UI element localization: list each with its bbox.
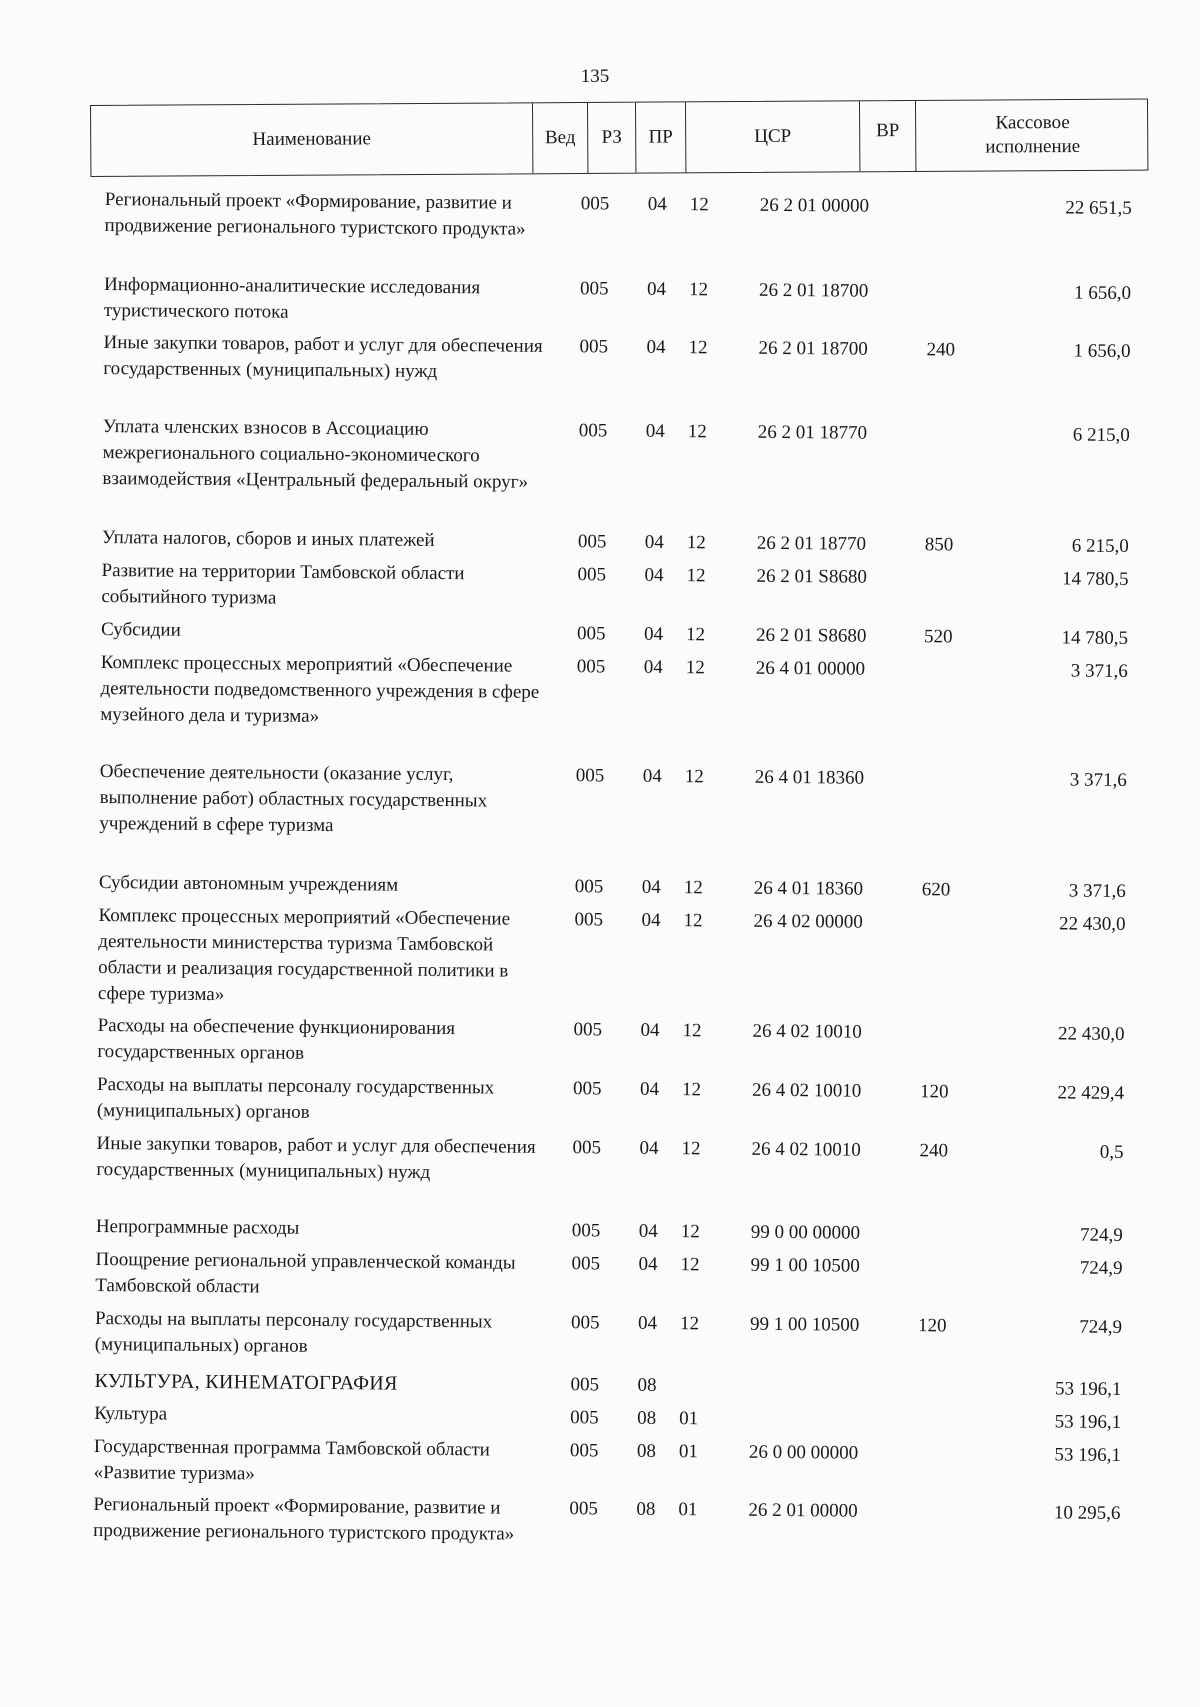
page-number: 135 <box>560 66 630 88</box>
table-row <box>0 329 1199 339</box>
row-csr: 26 2 01 18770 <box>758 420 918 447</box>
table-row <box>0 1130 1192 1140</box>
row-csr: 26 2 01 S8680 <box>756 623 916 650</box>
row-pr: 12 <box>682 1077 712 1103</box>
table-row <box>0 413 1198 423</box>
row-rz: 04 <box>638 1252 666 1278</box>
row-csr <box>749 1407 909 1408</box>
table-row <box>0 1012 1193 1022</box>
row-name: Уплата налогов, сборов и иных платежей <box>102 525 542 555</box>
row-name: Развитие на территории Тамбовской области событийного туризма <box>101 558 541 614</box>
row-ved: 005 <box>572 1135 618 1161</box>
row-sum: 53 196,1 <box>989 1409 1121 1436</box>
row-sum: 724,9 <box>990 1255 1122 1282</box>
row-ved: 005 <box>569 1496 615 1522</box>
row-csr: 26 4 02 00000 <box>753 909 913 936</box>
row-rz: 04 <box>642 875 670 901</box>
row-ved: 005 <box>579 418 625 444</box>
row-csr <box>750 1374 910 1375</box>
row-rz: 04 <box>643 764 671 790</box>
row-name: Расходы на выплаты персоналу государственных (муниципальных) органов <box>97 1072 537 1128</box>
row-ved: 005 <box>572 1218 618 1244</box>
row-pr: 12 <box>686 622 716 648</box>
table-row <box>0 758 1195 768</box>
row-ved: 005 <box>580 276 626 302</box>
row-ved: 005 <box>577 621 623 647</box>
row-rz: 08 <box>637 1373 665 1399</box>
row-pr: 12 <box>690 192 720 218</box>
row-rz: 04 <box>647 277 675 303</box>
row-rz: 08 <box>637 1439 665 1465</box>
header-pr: ПР <box>635 102 685 172</box>
row-ved: 005 <box>578 529 624 555</box>
row-sum: 6 215,0 <box>997 533 1129 560</box>
row-sum: 3 371,6 <box>994 878 1126 905</box>
table-row <box>0 869 1194 879</box>
row-pr: 01 <box>679 1439 709 1465</box>
header-vr: ВР <box>859 101 915 171</box>
row-sum: 22 430,0 <box>993 911 1125 938</box>
row-rz: 04 <box>646 419 674 445</box>
row-csr: 26 4 02 10010 <box>752 1019 912 1046</box>
row-csr: 26 4 02 10010 <box>751 1137 911 1164</box>
row-ved: 005 <box>573 1076 619 1102</box>
row-name: Субсидии <box>101 617 541 647</box>
row-name: Поощрение региональной управленческой команды Тамбовской области <box>95 1247 535 1303</box>
table-row <box>0 1213 1191 1223</box>
row-sum: 1 656,0 <box>998 338 1130 365</box>
row-ved: 005 <box>575 874 621 900</box>
row-vr: 520 <box>924 624 964 650</box>
table-row <box>0 524 1197 534</box>
row-vr: 120 <box>918 1313 958 1339</box>
row-rz: 08 <box>636 1497 664 1523</box>
table-row <box>0 271 1199 281</box>
row-csr: 26 2 01 18770 <box>757 531 917 558</box>
row-name: Региональный проект «Формирование, развитие и продвижение регионального туристского продукта» <box>104 187 544 243</box>
row-pr: 12 <box>681 1136 711 1162</box>
row-pr: 12 <box>685 764 715 790</box>
row-pr: 01 <box>678 1497 708 1523</box>
row-sum: 14 780,5 <box>996 625 1128 652</box>
row-sum: 22 430,0 <box>992 1021 1124 1048</box>
header-csr: ЦСР <box>685 101 859 172</box>
row-sum: 53 196,1 <box>989 1442 1121 1469</box>
table-row <box>0 1071 1192 1081</box>
row-csr: 26 4 02 10010 <box>752 1078 912 1105</box>
row-rz: 04 <box>644 622 672 648</box>
row-sum: 53 196,1 <box>989 1376 1121 1403</box>
table-row <box>0 1305 1190 1315</box>
header-ved: Вед <box>532 103 587 173</box>
header-name: Наименование <box>91 103 532 176</box>
row-name: Обеспечение деятельности (оказание услуг, выполнение работ) областных государственных учреждений в сфере туризма <box>99 759 540 841</box>
row-sum: 22 429,4 <box>992 1080 1124 1107</box>
row-vr: 850 <box>925 532 965 558</box>
row-ved: 005 <box>571 1251 617 1277</box>
row-pr: 12 <box>680 1311 710 1337</box>
row-rz: 04 <box>644 563 672 589</box>
row-ved: 005 <box>576 763 622 789</box>
row-pr: 12 <box>688 335 718 361</box>
row-pr: 12 <box>680 1252 710 1278</box>
row-rz: 04 <box>639 1136 667 1162</box>
row-ved: 005 <box>577 654 623 680</box>
row-sum: 14 780,5 <box>996 566 1128 593</box>
row-pr: 12 <box>688 419 718 445</box>
row-name: Культура <box>94 1401 534 1431</box>
row-name: Субсидии автономным учреждениям <box>99 870 539 900</box>
row-sum: 0,5 <box>991 1139 1123 1166</box>
row-pr: 12 <box>682 1018 712 1044</box>
row-csr: 26 4 01 18360 <box>754 876 914 903</box>
row-pr: 12 <box>687 530 717 556</box>
row-csr: 99 1 00 10500 <box>750 1312 910 1339</box>
row-csr: 26 2 01 00000 <box>748 1498 908 1525</box>
row-sum: 22 651,5 <box>1000 195 1132 222</box>
row-name: Непрограммные расходы <box>96 1214 536 1244</box>
row-sum: 724,9 <box>990 1314 1122 1341</box>
row-rz: 04 <box>645 530 673 556</box>
row-rz: 04 <box>640 1018 668 1044</box>
row-vr: 620 <box>922 877 962 903</box>
row-rz: 04 <box>646 335 674 361</box>
row-name: Комплекс процессных мероприятий «Обеспечение деятельности подведомственного учреждения в сфере музейного дела и туризма» <box>100 650 541 732</box>
row-csr: 26 0 00 00000 <box>749 1440 909 1467</box>
row-pr: 01 <box>679 1406 709 1432</box>
row-ved: 005 <box>570 1438 616 1464</box>
row-csr: 26 2 01 00000 <box>760 193 920 220</box>
row-csr: 26 4 01 00000 <box>756 656 916 683</box>
row-rz: 08 <box>637 1406 665 1432</box>
row-pr: 12 <box>689 277 719 303</box>
table-row <box>0 1491 1189 1501</box>
row-ved: 005 <box>574 907 620 933</box>
header-rz: РЗ <box>587 103 635 173</box>
row-sum: 10 295,6 <box>988 1500 1120 1527</box>
row-name: Информационно-аналитические исследования туристического потока <box>104 272 544 328</box>
row-name: Иные закупки товаров, работ и услуг для обеспечения государственных (муниципальных) нужд <box>103 330 543 386</box>
row-csr: 99 1 00 10500 <box>750 1253 910 1280</box>
row-vr: 240 <box>926 337 966 363</box>
row-sum: 724,9 <box>991 1222 1123 1249</box>
row-name: КУЛЬТУРА, КИНЕМАТОГРАФИЯ <box>94 1368 534 1398</box>
row-name: Государственная программа Тамбовской области «Развитие туризма» <box>94 1434 534 1490</box>
row-rz: 04 <box>640 1077 668 1103</box>
row-sum: 3 371,6 <box>996 658 1128 685</box>
row-pr: 12 <box>686 655 716 681</box>
row-name: Уплата членских взносов в Ассоциацию межрегионального социально-экономического взаимодействия «Центральный федеральный округ» <box>102 414 543 496</box>
row-csr: 26 4 01 18360 <box>755 765 915 792</box>
row-rz: 04 <box>638 1311 666 1337</box>
row-ved: 005 <box>570 1405 616 1431</box>
row-pr: 12 <box>684 875 714 901</box>
row-rz: 04 <box>648 192 676 218</box>
row-name: Комплекс процессных мероприятий «Обеспечение деятельности министерства туризма Тамбовской области и реализация государственной политики в сфере туризма» <box>98 903 539 1011</box>
row-csr: 26 2 01 18700 <box>758 336 918 363</box>
row-sum: 3 371,6 <box>995 767 1127 794</box>
row-rz: 04 <box>639 1219 667 1245</box>
row-name: Иные закупки товаров, работ и услуг для обеспечения государственных (муниципальных) нужд <box>96 1131 536 1187</box>
row-csr: 26 2 01 S8680 <box>756 564 916 591</box>
row-pr: 12 <box>681 1219 711 1245</box>
table-row <box>0 1367 1190 1377</box>
row-rz: 04 <box>644 655 672 681</box>
table-row <box>0 186 1200 196</box>
header-sum: Кассовое исполнение <box>915 100 1149 171</box>
row-sum: 1 656,0 <box>999 280 1131 307</box>
row-ved: 005 <box>573 1017 619 1043</box>
row-vr: 120 <box>920 1079 960 1105</box>
row-ved: 005 <box>579 334 625 360</box>
row-vr: 240 <box>919 1138 959 1164</box>
row-name: Региональный проект «Формирование, развитие и продвижение регионального туристского продукта» <box>93 1492 533 1548</box>
row-pr: 12 <box>686 563 716 589</box>
row-pr: 12 <box>683 908 713 934</box>
row-csr: 26 2 01 18700 <box>759 278 919 305</box>
row-name: Расходы на выплаты персоналу государственных (муниципальных) органов <box>95 1306 535 1362</box>
row-sum: 6 215,0 <box>998 422 1130 449</box>
row-ved: 005 <box>570 1372 616 1398</box>
row-ved: 005 <box>581 191 627 217</box>
table-row <box>0 616 1196 626</box>
row-csr: 99 0 00 00000 <box>751 1220 911 1247</box>
row-rz: 04 <box>641 908 669 934</box>
row-ved: 005 <box>577 562 623 588</box>
row-ved: 005 <box>571 1310 617 1336</box>
row-name: Расходы на обеспечение функционирования государственных органов <box>97 1013 537 1069</box>
